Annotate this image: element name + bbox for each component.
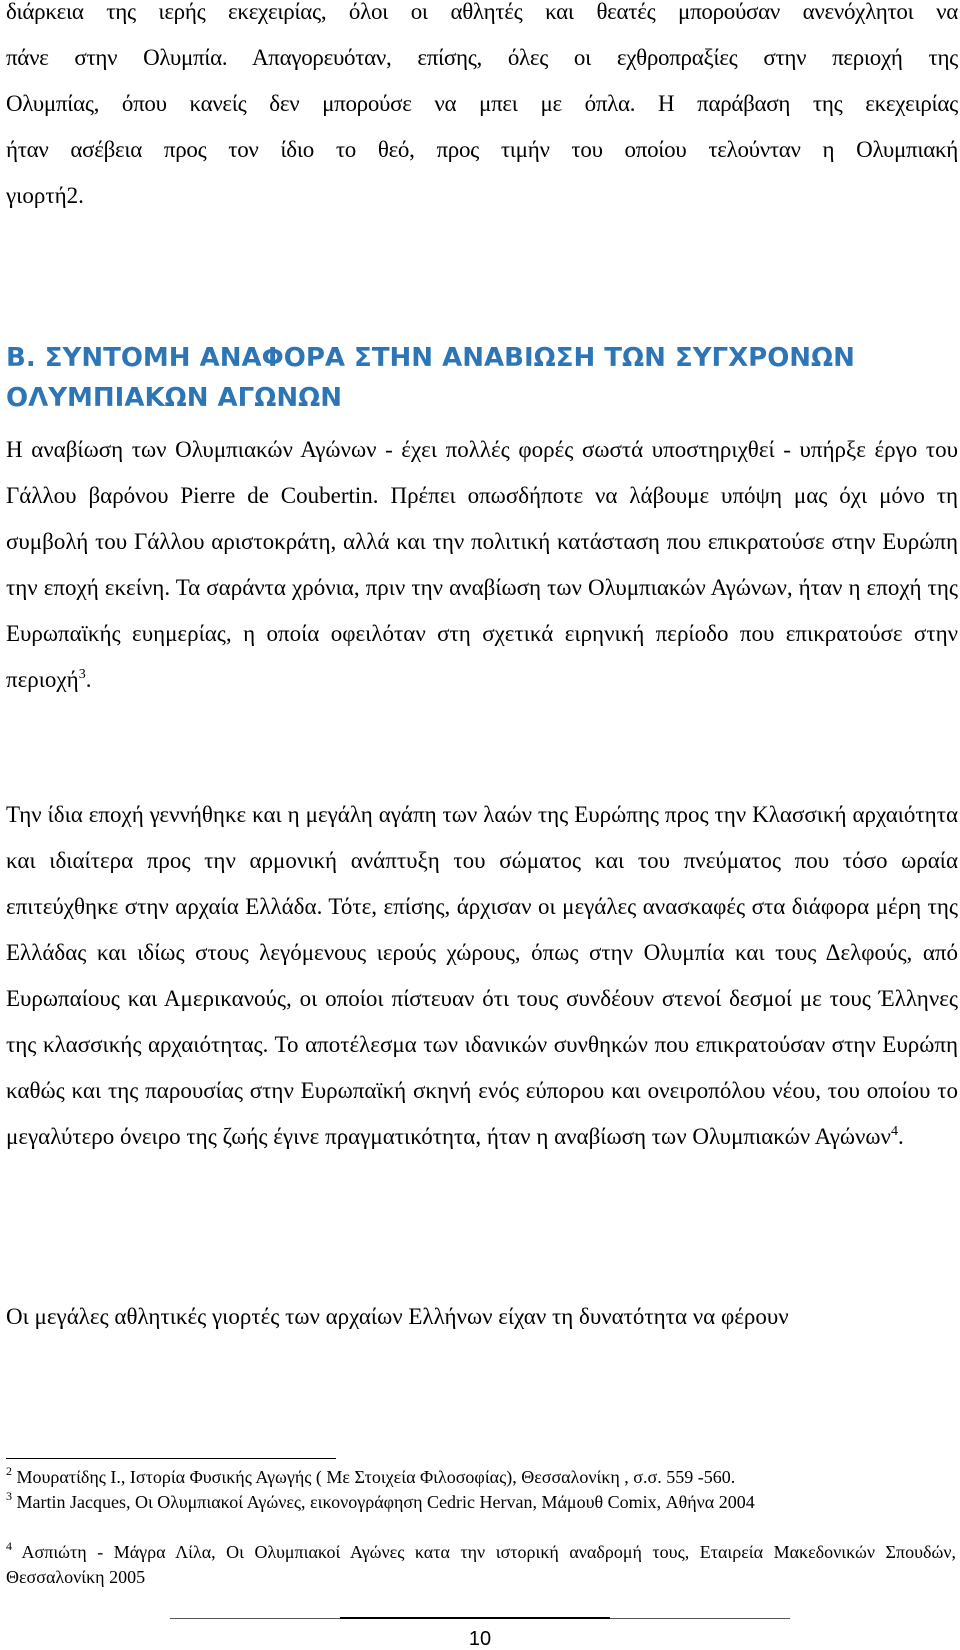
- footnote-text: Μουρατίδης Ι., Ιστορία Φυσικής Αγωγής ( Με Στοιχεία Φιλοσοφίας), Θεσσαλονίκη , σ.σ. 559 -560.: [12, 1467, 736, 1487]
- footnote-text: Ασπιώτη - Μάγρα Λίλα, Οι Ολυμπιακοί Αγώνες κατα την ιστορική αναδρομή τους, Εταιρεία Μακεδονικών Σπουδών, Θεσσαλονίκη 2005: [6, 1542, 956, 1587]
- footnote-number: 3: [6, 1489, 12, 1503]
- footnote-number: 2: [6, 1464, 12, 1478]
- section-heading: [6, 338, 956, 418]
- footnote: [6, 1490, 956, 1515]
- paragraph-line: ήταν ασέβεια προς τον ίδιο το θεό, προς τιμήν του οποίου τελούνταν η Ολυμπιακή: [6, 137, 958, 162]
- paragraph-text: Οι μεγάλες αθλητικές γιορτές των αρχαίων Ελλήνων είχαν τη δυνατότητα να φέρουν: [6, 1304, 789, 1329]
- paragraph: [6, 427, 958, 703]
- paragraph-line: γιορτή2.: [6, 183, 84, 208]
- paragraph-line: διάρκεια της ιερής εκεχειρίας, όλοι οι αθλητές και θεατές μπορούσαν ανενόχλητοι να: [6, 0, 958, 24]
- footnote-ref: 4: [890, 1124, 898, 1139]
- section-heading-line: ΟΛΥΜΠΙΑΚΩΝ ΑΓΩΝΩΝ: [6, 383, 342, 413]
- paragraph-end: .: [85, 667, 92, 692]
- page-number: 10: [468, 1628, 492, 1650]
- footnote-separator: [6, 1458, 336, 1459]
- paragraph: [6, 1294, 958, 1340]
- footer-rule: [170, 1618, 790, 1619]
- footnote: [6, 1540, 956, 1590]
- footnote-number: 4: [6, 1539, 12, 1553]
- section-heading-line: Β. ΣΥΝΤΟΜΗ ΑΝΑΦΟΡΑ ΣΤΗΝ ΑΝΑΒΙΩΣΗ ΤΩΝ ΣΥΓΧΡΟΝΩΝ: [6, 343, 855, 373]
- footnote: [6, 1465, 956, 1490]
- paragraph-line: Ολυμπίας, όπου κανείς δεν μπορούσε να μπει με όπλα. Η παράβαση της εκεχειρίας: [6, 91, 958, 116]
- footnote-text: Martin Jacques, Οι Ολυμπιακοί Αγώνες, εικονογράφηση Cedric Hervan, Μάμουθ Comix, Αθήνα 2004: [12, 1492, 755, 1512]
- paragraph-line: πάνε στην Ολυμπία. Απαγορευόταν, επίσης, όλες οι εχθροπραξίες στην περιοχή της: [6, 45, 958, 70]
- paragraph-text: Η αναβίωση των Ολυμπιακών Αγώνων - έχει πολλές φορές σωστά υποστηριχθεί - υπήρξε έργο του Γάλλου βαρόνου Pierre de Coubertin. Πρέπει οπωσδήποτε να λάβουμε υπόψη μας όχι μόνο τη συμβολή του Γάλλου αριστοκράτη, αλλά και την πολιτική κατάσταση που επικρατούσε στην Ευρώπη την εποχή εκείνη. Τα σαράντα χρόνια, πριν την αναβίωση των Ολυμπιακών Αγώνων, ήταν η εποχή της Ευρωπαϊκής ευημερίας, η οποία οφειλόταν στη σχετικά ειρηνική περίοδο που επικρατούσε στην περιοχή: [6, 437, 958, 692]
- paragraph: [6, 792, 958, 1160]
- paragraph-end: .: [897, 1124, 904, 1149]
- paragraph-text: Την ίδια εποχή γεννήθηκε και η μεγάλη αγάπη των λαών της Ευρώπης προς την Κλασσική αρχαιότητα και ιδιαίτερα προς την αρμονική ανάπτυξη του σώματος και του πνεύματος που τόσο ωραία επιτεύχθηκε στην αρχαία Ελλάδα. Τότε, επίσης, άρχισαν οι μεγάλες ανασκαφές στα διάφορα μέρη της Ελλάδας και ιδίως στους λεγόμενους ιερούς χώρους, όπως στην Ολυμπία και τους Δελφούς, από Ευρωπαίους και Αμερικανούς, οι οποίοι πίστευαν ότι τους συνδέουν στενοί δεσμοί με τους Έλληνες της κλασσικής αρχαιότητας. Το αποτέλεσμα των ιδανικών συνθηκών που επικρατούσαν στην Ευρώπη καθώς και της παρουσίας στην Ευρωπαϊκή σκηνή ενός εύπορου και ονειροπόλου νέου, του οποίου το μεγαλύτερο όνειρο της ζωής έγινε πραγματικότητα, ήταν η αναβίωση των Ολυμπιακών Αγώνων: [6, 802, 958, 1149]
- footnote-ref: 3: [78, 667, 86, 682]
